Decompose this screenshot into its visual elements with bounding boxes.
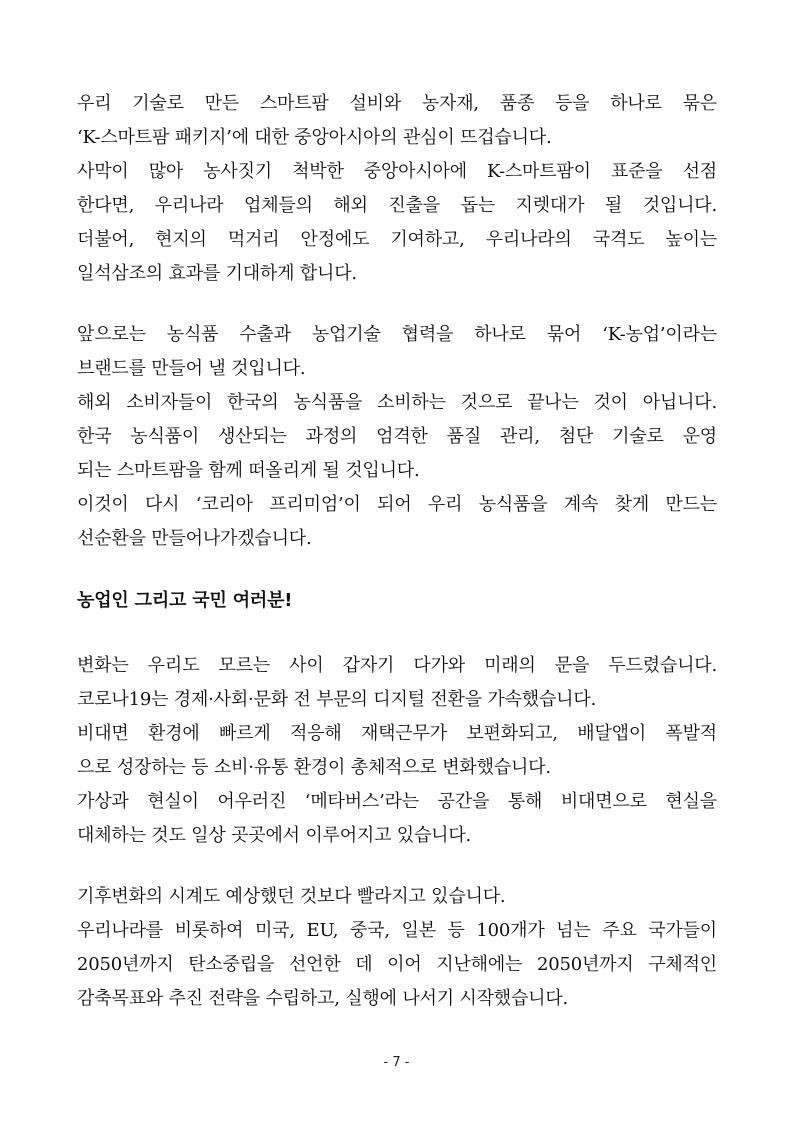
text-line: 되는 스마트팜을 함께 떠올리게 될 것입니다. <box>77 460 420 481</box>
text-line: 선순환을 만들어나가겠습니다. <box>77 528 312 549</box>
text-line: 앞으로는 농식품 수출과 농업기술 협력을 하나로 묶어 ‘K-농업’이라는 <box>77 324 717 345</box>
text-line: 감축목표와 추진 전략을 수립하고, 실행에 나서기 시작했습니다. <box>77 988 569 1009</box>
text-line: 으로 성장하는 등 소비·유통 환경이 총체적으로 변화했습니다. <box>77 757 551 778</box>
text-line: 해외 소비자들이 한국의 농식품을 소비하는 것으로 끝나는 것이 아닙니다. <box>77 392 717 413</box>
text-line: 한국 농식품이 생산되는 과정의 엄격한 품질 관리, 첨단 기술로 운영 <box>77 426 717 447</box>
text-line: 비대면 환경에 빠르게 적응해 재택근무가 보편화되고, 배달앱이 폭발적 <box>77 723 717 744</box>
text-line: 2050년까지 탄소중립을 선언한 데 이어 지난해에는 2050년까지 구체적인 <box>77 954 717 975</box>
text-line: 한다면, 우리나라 업체들의 해외 진출을 돕는 지렛대가 될 것입니다. <box>77 195 717 216</box>
text-line: ‘K-스마트팜 패키지’에 대한 중앙아시아의 관심이 뜨겁습니다. <box>77 127 552 148</box>
text-line: 기후변화의 시계도 예상했던 것보다 빨라지고 있습니다. <box>77 886 506 907</box>
text-line: 우리 기술로 만든 스마트팜 설비와 농자재, 품종 등을 하나로 묶은 <box>77 93 717 114</box>
text-line: 가상과 현실이 어우러진 ‘메타버스’라는 공간을 통해 비대면으로 현실을 <box>77 791 717 812</box>
section-heading: 농업인 그리고 국민 여러분! <box>77 590 293 611</box>
text-line: 코로나19는 경제·사회·문화 전 부문의 디지털 전환을 가속했습니다. <box>77 689 597 710</box>
page-number: - 7 - <box>383 1055 410 1070</box>
text-line: 대체하는 것도 일상 곳곳에서 이루어지고 있습니다. <box>77 825 472 846</box>
text-line: 이것이 다시 ‘코리아 프리미엄’이 되어 우리 농식품을 계속 찾게 만드는 <box>77 494 717 515</box>
text-line: 브랜드를 만들어 낼 것입니다. <box>77 358 306 379</box>
text-line: 변화는 우리도 모르는 사이 갑자기 다가와 미래의 문을 두드렸습니다. <box>77 655 717 676</box>
text-line: 일석삼조의 효과를 기대하게 합니다. <box>77 263 357 284</box>
text-line: 우리나라를 비롯하여 미국, EU, 중국, 일본 등 100개가 넘는 주요 국가들이 <box>77 920 717 941</box>
text-line: 사막이 많아 농사짓기 척박한 중앙아시아에 K-스마트팜이 표준을 선점 <box>77 161 717 182</box>
text-line: 더불어, 현지의 먹거리 안정에도 기여하고, 우리나라의 국격도 높이는 <box>77 229 717 250</box>
